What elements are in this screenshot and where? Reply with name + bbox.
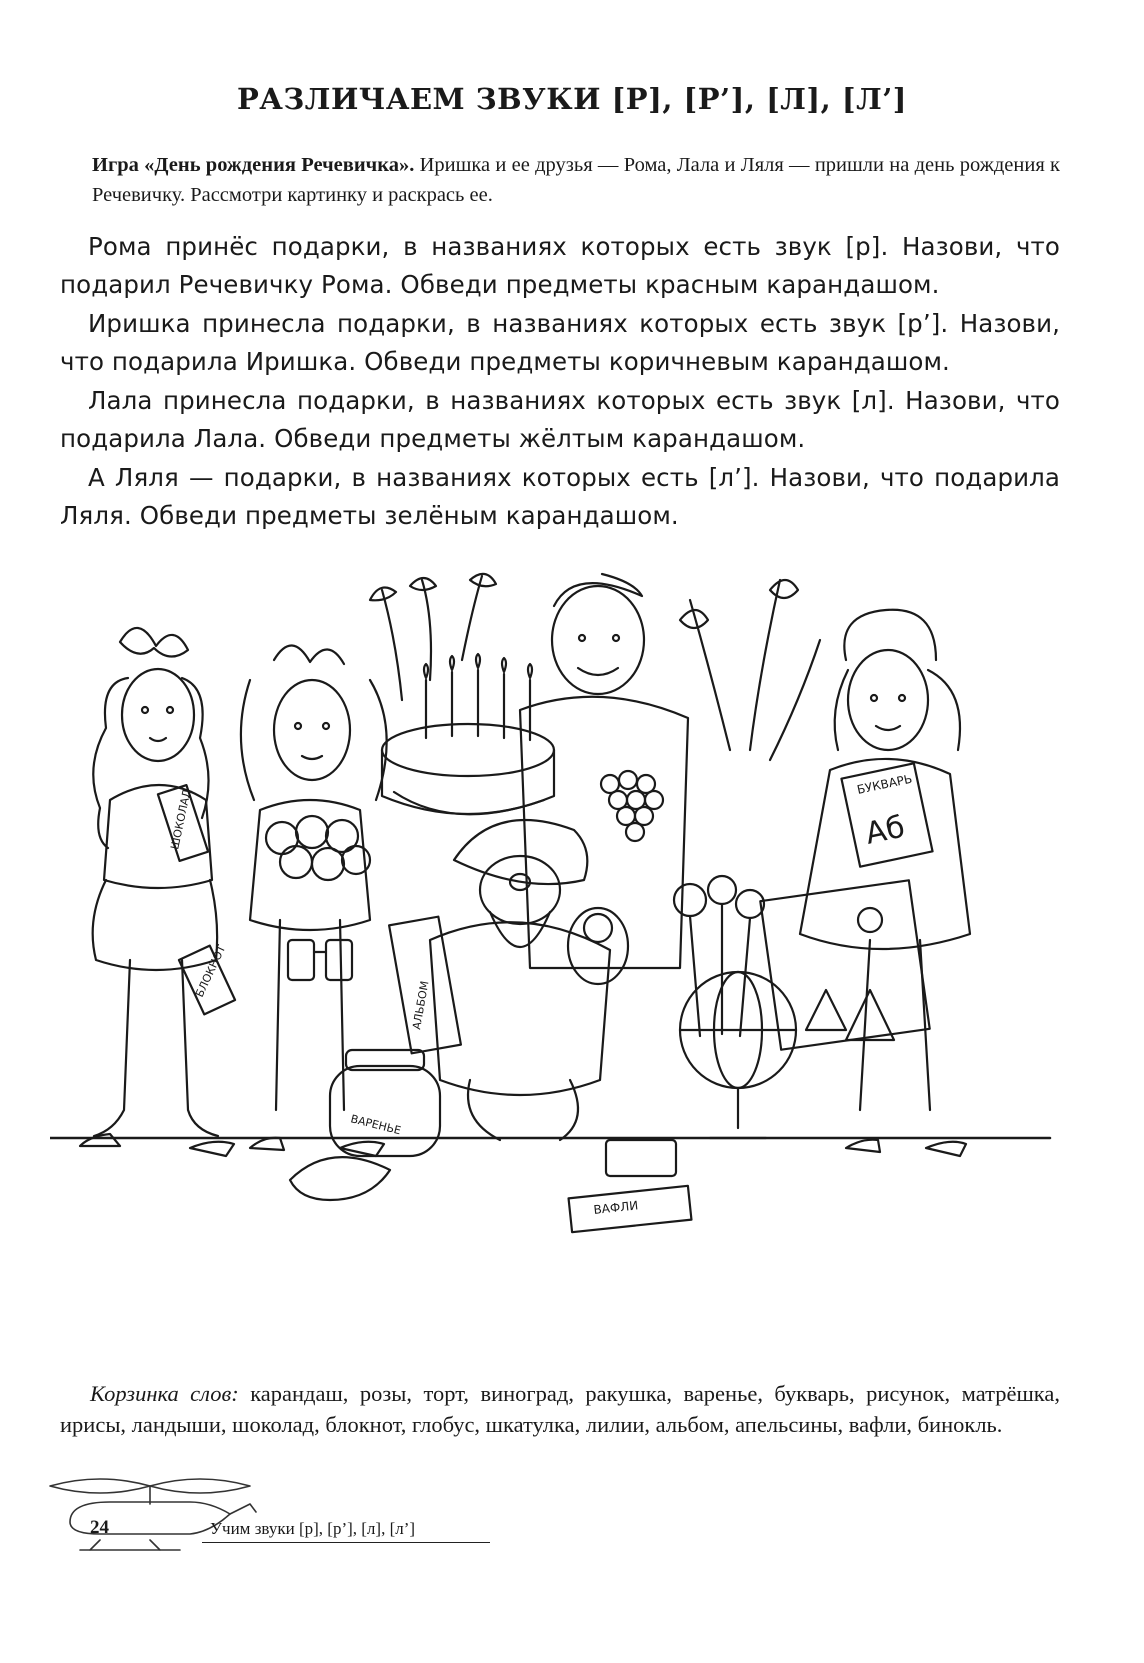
girl-second-figure: [241, 645, 387, 1156]
task-irishka: Иришка принесла подарки, в названиях которых есть звук [р’]. Назови, что подарила Иришка. Обведи предметы коричневым карандашом.: [60, 309, 1060, 376]
primer-letters: Аб: [862, 809, 908, 852]
jam-jar: [330, 1050, 440, 1156]
notebook-label: БЛОКНОТ: [192, 943, 229, 1000]
word-basket-label: Корзинка слов:: [90, 1381, 239, 1406]
word-basket-words: карандаш, розы, торт, виноград, ракушка, варенье, букварь, рисунок, матрёшка, ирисы, ландыши, шоколад, блокнот, глобус, шкатулка, лилии, альбом, апельсины, вафли, бинокль.: [60, 1381, 1060, 1437]
birthday-illustration: [50, 560, 1110, 1250]
game-name: Игра «День рождения Речевичка».: [92, 154, 415, 176]
task-lyalya: А Ляля — подарки, в названиях которых есть [л’]. Назови, что подарила Ляля. Обведи предметы зелёным карандашом.: [60, 463, 1060, 530]
jewelry-box: [606, 1140, 676, 1176]
footer-rule: [202, 1542, 490, 1543]
task-list: [60, 228, 1060, 536]
grapes: [601, 771, 663, 841]
page-number: 24: [90, 1517, 109, 1538]
girl-left-figure: [80, 628, 234, 1156]
waffles-label: ВАФЛИ: [592, 1198, 639, 1217]
running-title: Учим звуки [р], [р’], [л], [л’]: [210, 1519, 416, 1538]
drawing-sheet: [760, 880, 929, 1049]
page-title: РАЗЛИЧАЕМ ЗВУКИ [Р], [Р’], [Л], [Л’]: [236, 82, 908, 116]
task-lala: Лала принесла подарки, в названиях которых есть звук [л]. Назови, что подарила Лала. Обведи предметы жёлтым карандашом.: [60, 386, 1060, 453]
irises: [680, 580, 820, 760]
intro-paragraph: [92, 150, 1060, 210]
word-basket: [60, 1378, 1060, 1440]
birthday-cake: [382, 654, 554, 814]
binoculars: [288, 940, 352, 980]
chocolate-label: ШОКОЛАД: [168, 787, 194, 851]
matryoshka: [568, 908, 628, 984]
task-roma: Рома принёс подарки, в названиях которых есть звук [р]. Назови, что подарил Речевичку Рома. Обведи предметы красным карандашом.: [60, 232, 1060, 299]
roses: [674, 876, 764, 1036]
helicopter-decoration: [40, 1468, 500, 1558]
jam-label: ВАРЕНЬЕ: [349, 1112, 403, 1138]
intro-text: Иришка и ее друзья — Рома, Лала и Ляля — пришли на день рождения к Речевичку. Рассмотри картинку и раскрась ее.: [92, 154, 1060, 206]
seashell: [290, 1157, 390, 1200]
album-label: АЛЬБОМ: [410, 979, 432, 1031]
primer-label: БУКВАРЬ: [855, 771, 914, 797]
oranges: [266, 816, 370, 880]
